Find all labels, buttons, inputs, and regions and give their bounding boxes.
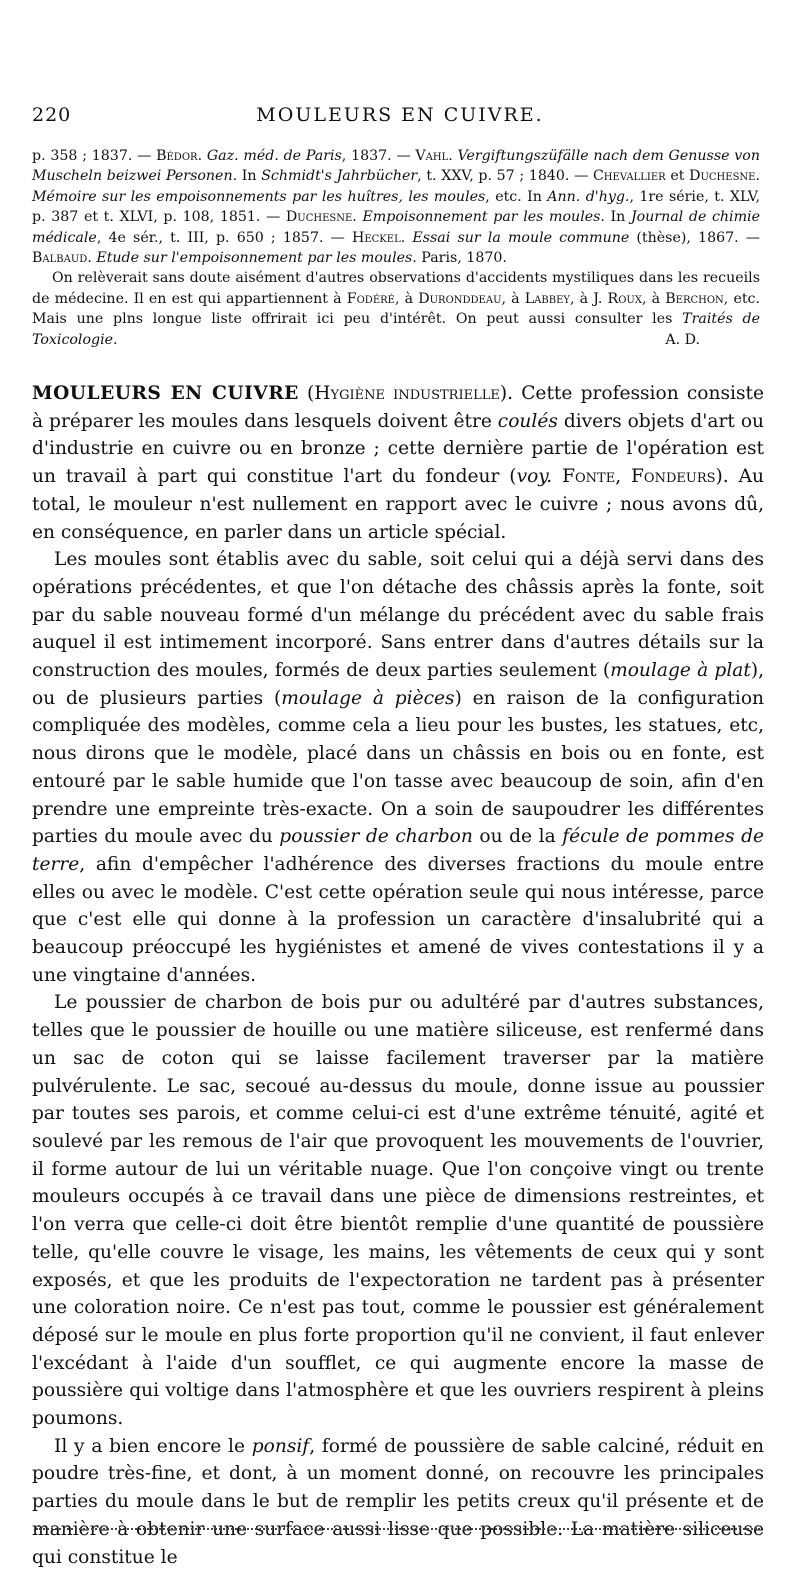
text-run: , 1837. — [341,148,416,164]
text-run: . [352,209,363,226]
text-run: Schmidt's Jahrbücher [261,168,418,185]
text-run: , à [394,290,419,307]
text-run: Fondeurs [631,466,716,488]
text-run: , à [641,290,666,307]
text-run: Vergiftungszüfälle nach dem Genusse von Muscheln beizwei Personen [32,148,760,185]
text-run: . [448,148,458,164]
text-run: , etc. Mais une plns longue liste offrirait ici peu d'intérêt. On peut aussi consulter les [32,290,761,328]
text-run: . [197,148,207,164]
text-run: poussier de charbon [279,826,473,848]
text-run: Duchesne [689,168,756,185]
text-run: fécule de pommes de terre [32,826,764,875]
author-signature: A. D. [665,331,700,348]
text-run: Les moules sont établis avec du sable, soit celui qui a déjà servi dans des opérations précédentes, et que l'on détache des châssis après la fonte, soit par du sable nouveau formé d'un mélange du précédent avec du sable frais auquel il est intimement incorporé. Sans entrer dans d'autres détails sur la construction des moules, formés de deux parties seulement ( [32,549,764,682]
note-paragraph [32,268,760,350]
text-run: . [87,250,97,267]
running-title: MOULEURS EN CUIVRE. [256,104,544,126]
text-run: ). Cette profession consiste à préparer les moules dans lesquels doivent être [32,383,764,432]
text-run: (thèse), 1867. — [629,229,760,246]
text-run: ou de la [472,826,563,848]
text-run: Duchesne [285,209,353,226]
text-run: Balbaud [32,250,88,267]
bibliography-notes [32,146,760,350]
text-run: coulés [497,410,558,432]
entry-title: MOULEURS EN CUIVRE [32,383,299,404]
text-run: ) en raison de la configuration compliquée des modèles, comme cela a lieu pour les bustes, les statues, etc, nous dirons que le modèle, placé dans un châssis en bois ou en fonte, est entouré par le sable humide que l'on tasse avec beaucoup de soin, afin d'en prendre une empreinte très-exacte. On a soin de saupoudrer les différentes parties du moule avec du [32,687,764,848]
note-paragraph [32,146,760,268]
text-run: , 1re série, t. XLV, p. 387 et t. XLVI, p. 108, 1851. — [32,188,760,226]
body-paragraph [32,1433,764,1571]
text-run: , [615,466,632,488]
text-run: Bédor [156,148,198,164]
text-run: Berchon [665,290,724,307]
text-run: Gaz. méd. de Paris [206,148,342,164]
text-run: voy. [516,466,553,488]
text-run: et [665,168,690,185]
text-run: Vahl [415,148,449,164]
page-number: 220 [32,104,72,126]
text-run: Chevallier [592,168,666,185]
text-run: Fonte [562,466,616,488]
text-run: Ann. d'hyg. [547,188,630,205]
text-run [552,466,562,487]
text-run: p. 358 ; 1837. — [32,148,157,164]
text-run: ). Au total, le mouleur n'est nullement en rapport avec le cuivre ; nous avons dû, en conséquence, en parler dans un article spécial. [32,466,764,543]
article-body [32,380,764,1571]
text-run: , à J. [570,290,608,307]
body-paragraph [32,989,764,1432]
text-run: . In [600,209,631,226]
text-run: . Paris, 1870. [412,250,507,267]
text-run: . [400,229,413,246]
body-paragraph [32,380,764,546]
body-paragraph [32,546,764,989]
text-run: moulage à plat [610,660,751,682]
text-run: ponsif [251,1435,310,1457]
text-run: (Hygiène industrielle [298,383,500,404]
page-header [32,104,768,134]
text-run: Heckel [351,229,401,246]
text-run: Journal de chimie médicale [32,209,760,246]
text-run: ), ou de plusieurs parties ( [32,660,764,709]
text-run: . In [232,168,262,185]
text-run: Traités de Toxicologie [32,311,761,348]
text-run: moulage à pièces [281,687,455,709]
text-run: divers objets d'art ou d'industrie en cuivre ou en bronze ; cette dernière partie de l'opération est un travail à part qui constitue l'art du fondeur ( [32,410,764,488]
text-run: , t. XXV, p. 57 ; 1840. — [417,168,593,185]
footer-dotted-rule [36,1528,760,1530]
text-run: Empoisonnement par les moules [362,209,601,226]
text-run: On relèverait sans doute aisément d'autres observations d'accidents mystiliques dans les recueils de médecine. Il en est qui appartiennent à [32,270,760,307]
text-run: . [755,168,760,185]
text-run: , afin d'empêcher l'adhérence des diverses fractions du moule entre elles ou avec le modèle. C'est cette opération seule qui nous intéresse, parce que c'est elle qui donne à la profession un caractère d'insalubrité qui a beaucoup préoccupé les hygiénistes et amené de vives contestations il y a une vingtaine d'années. [32,853,764,986]
text-run: , 4e sér., t. III, p. 650 ; 1857. — [96,229,352,246]
text-run: Mémoire sur les empoisonnements par les huîtres, les moules [32,188,486,205]
text-run: Roux [607,290,642,307]
text-run: Etude sur l'empoisonnement par les moules [96,250,413,267]
text-run: Le poussier de charbon de bois pur ou adultéré par d'autres substances, telles que le poussier de houille ou une matière siliceuse, est renfermé dans un sac de coton qui se laisse facilement traverser par la matière pulvérulente. Le sac, secoué au-dessus du moule, donne issue au poussier par toutes ses parois, et comme celui-ci est d'une extrême ténuité, agité et soulevé par les remous de l'air que provoquent les mouvements de l'ouvrier, il forme autour de lui un véritable nuage. Que l'on conçoive vingt ou trente mouleurs occupés à ce travail dans une pièce de dimensions restreintes, et l'on verra que celle-ci doit être bientôt remplie d'une quantité de poussière telle, qu'elle couvre le visage, les mains, les vêtements de ceux qui y sont exposés, et que les produits de l'expectoration ne tardent pas à présenter une coloration noire. Ce n'est pas tout, comme le poussier est généralement déposé sur le moule en plus forte proportion qu'il ne convient, il faut enlever l'excédant à l'aide d'un soufflet, ce qui augmente encore la masse de poussière qui voltige dans l'atmosphère et que les ouvriers respirent à pleins poumons. [32,992,764,1430]
text-run: Il y a bien encore le [54,1435,252,1457]
text-run: . [113,331,118,348]
text-run: , à [501,290,525,307]
text-run: Labbey [524,290,571,307]
text-run: Fodéré [346,290,395,307]
text-run: , etc. In [485,188,548,205]
text-run: Duronddeau [418,290,502,307]
text-run: Essai sur la moule commune [412,229,630,246]
text-run: , formé de poussière de sable calciné, réduit en poudre très-fine, et dont, à un moment donné, on recouvre les principales parties du moule dans le but de remplir les petits creux qu'il présente et de manière à obtenir une surface aussi lisse que possible. La matière siliceuse qui constitue le [32,1435,764,1568]
